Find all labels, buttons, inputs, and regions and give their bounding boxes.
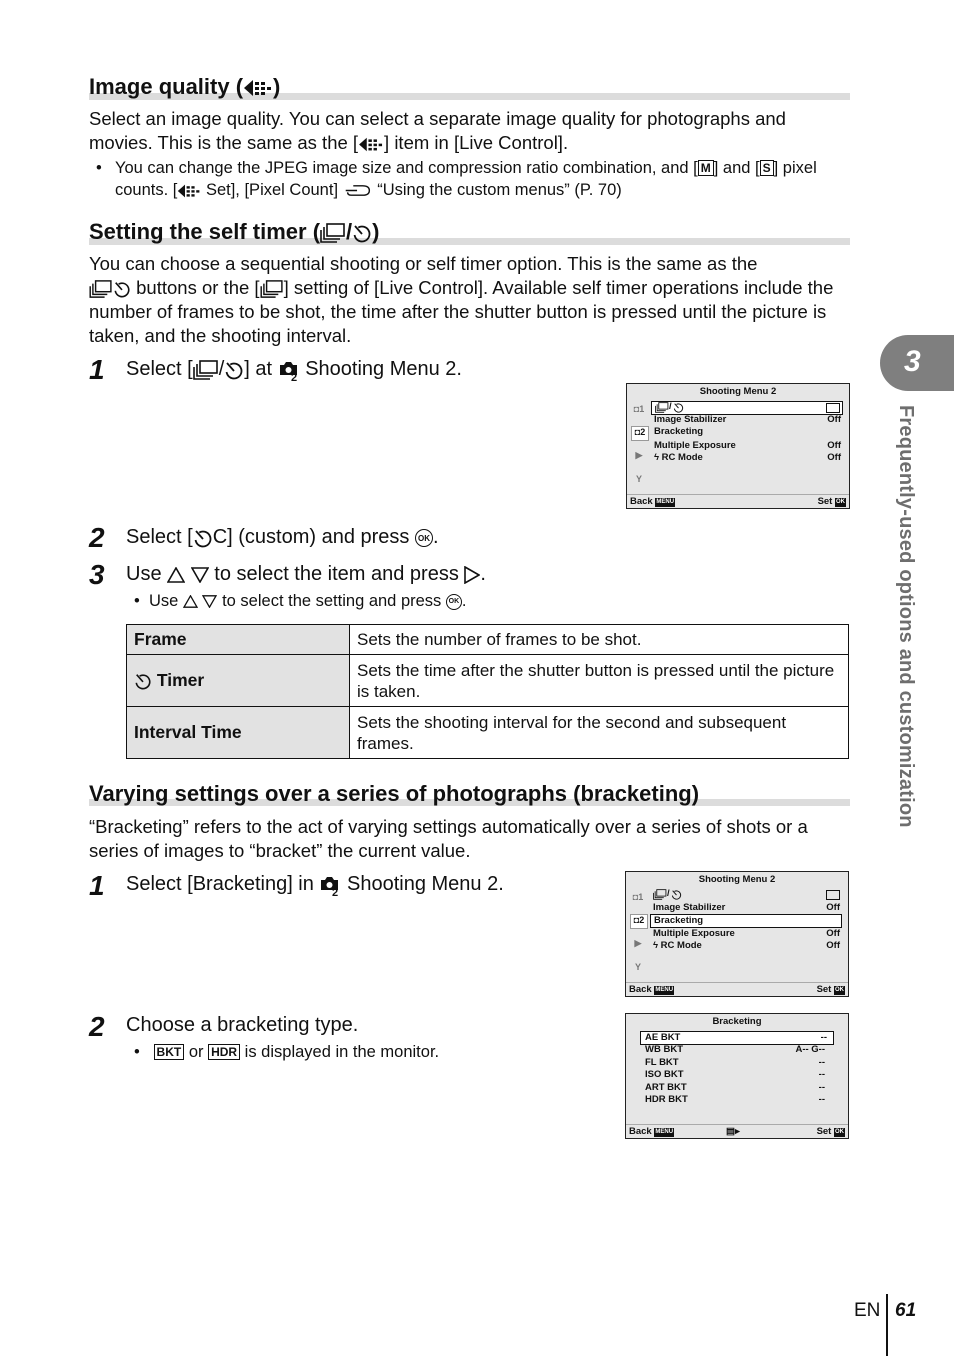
- up-arrow-icon: [167, 567, 185, 583]
- step-number: 2: [89, 1011, 105, 1042]
- screen-title: Shooting Menu 2: [699, 386, 777, 397]
- sequential-drive-icon: [320, 223, 346, 243]
- self-timer-icon: [134, 672, 152, 690]
- self-timer-icon: [671, 889, 682, 900]
- chapter-title-text: Frequently-used options and customization: [895, 405, 917, 828]
- bullet-dot: •: [134, 1043, 140, 1061]
- step-choose-type: Choose a bracketing type.: [126, 1014, 359, 1036]
- step-select-custom: [126, 524, 439, 550]
- reference-hand-icon: [343, 182, 373, 199]
- camera1-tab-icon: ◘1: [632, 892, 644, 902]
- cross-reference-link[interactable]: “Using the custom menus” (P. 70): [377, 181, 622, 199]
- bullet-dot: •: [134, 592, 140, 610]
- self-timer-icon: [113, 280, 131, 298]
- table-desc: Sets the number of frames to be shot.: [350, 625, 849, 655]
- row-value: --: [818, 1057, 825, 1068]
- ok-button-icon: OK: [836, 499, 845, 505]
- sequential-drive-icon: [193, 360, 219, 380]
- menu-button-icon: MENU: [655, 1129, 674, 1135]
- row-value: Off: [827, 414, 841, 425]
- screen-footer: [626, 1124, 848, 1138]
- set-label: Set: [817, 496, 833, 507]
- para-text: ] setting of [Live Control]. Available self timer operations include the number of frames to be shot, the time after the shutter button is pressed until the picture is taken, and the shooting interval.: [89, 277, 834, 346]
- screen-footer: [626, 982, 848, 996]
- row-label: RC Mode: [661, 452, 703, 463]
- sequential-drive-icon: [89, 280, 113, 298]
- set-label: Set: [816, 984, 832, 995]
- heading-text-end: ): [372, 219, 380, 244]
- bullet-text: or: [188, 1043, 204, 1061]
- row-value: Off: [826, 940, 840, 951]
- para-text: Select an image quality. You can select a separate image quality for photographs and movies. This is the same as the [: [89, 108, 786, 153]
- step-text: Select [Bracketing] in: [126, 873, 314, 895]
- menu-row-drive[interactable]: /: [651, 401, 843, 415]
- menu-row[interactable]: [654, 440, 843, 452]
- footer-divider: [886, 1294, 888, 1356]
- bullet-text: Use: [148, 592, 179, 610]
- set-label: Set: [816, 1126, 832, 1137]
- step3-bullet: [134, 590, 466, 612]
- right-arrow-icon: [464, 566, 480, 584]
- row-value: Off: [826, 928, 840, 939]
- menu-button-icon: MENU: [656, 499, 675, 505]
- menu-row[interactable]: [645, 1044, 827, 1056]
- step-text: to select the item and press: [214, 563, 459, 585]
- bullet-text: ] and [: [713, 159, 760, 177]
- menu-row[interactable]: [645, 1094, 827, 1106]
- menu-row[interactable]: [645, 1082, 827, 1094]
- step-number: 2: [89, 522, 105, 553]
- back-label: Back: [630, 496, 653, 507]
- step-number: 1: [89, 354, 105, 385]
- step-text: ] at: [244, 358, 273, 380]
- m-pixel-icon: M: [698, 160, 714, 176]
- screen-footer: [627, 494, 849, 508]
- flash-icon: ϟ: [653, 940, 661, 951]
- setup-tab-icon: Y: [635, 474, 642, 484]
- s-pixel-icon: S: [760, 160, 774, 176]
- table-row: [127, 655, 849, 707]
- row-value: --: [820, 1032, 827, 1043]
- menu-row[interactable]: [653, 940, 842, 952]
- bullet-text: You can change the JPEG image size and compression ratio combination, and [: [115, 159, 698, 177]
- step-select-item: [126, 561, 486, 587]
- menu-row-selected[interactable]: [650, 914, 842, 928]
- screen-side-tabs: [626, 886, 650, 982]
- back-label: Back: [629, 1126, 652, 1137]
- bullet-text: is displayed in the monitor.: [244, 1043, 440, 1061]
- menu-row[interactable]: [645, 1069, 827, 1081]
- row-label: ISO BKT: [645, 1069, 684, 1080]
- bullet-text: Set], [Pixel Count]: [201, 181, 339, 199]
- row-value: --: [818, 1069, 825, 1080]
- image-quality-bullet: [96, 157, 836, 201]
- self-timer-icon: [224, 360, 244, 380]
- language-label: EN: [854, 1300, 881, 1321]
- table-key: Frame: [127, 625, 350, 655]
- row-value: A-- G--: [795, 1044, 825, 1055]
- sequential-drive-icon: [260, 280, 284, 298]
- table-key: Timer: [156, 670, 205, 690]
- step-select-bracketing: [126, 871, 504, 897]
- down-arrow-icon: [191, 567, 209, 583]
- camera-screen-shooting-menu-1: [626, 383, 850, 509]
- row-label: Image Stabilizer: [653, 902, 726, 913]
- menu-row[interactable]: [653, 928, 842, 940]
- menu-row-selected[interactable]: [640, 1031, 834, 1045]
- heading-text: Setting the self timer (: [89, 219, 321, 244]
- menu-button-icon: MENU: [655, 987, 674, 993]
- image-quality-icon: [177, 183, 201, 199]
- camera-screen-bracketing: [625, 1013, 849, 1139]
- table-row: [127, 707, 849, 759]
- table-key: Interval Time: [127, 707, 350, 759]
- row-value: --: [818, 1094, 825, 1105]
- chapter-tab: [880, 335, 954, 391]
- menu-row[interactable]: [645, 1057, 827, 1069]
- menu-row[interactable]: [654, 414, 843, 426]
- down-arrow-icon: [202, 595, 217, 608]
- row-label: RC Mode: [660, 940, 702, 951]
- camera-screen-shooting-menu-2: [625, 871, 849, 997]
- bracketing-paragraph: “Bracketing” refers to the act of varying settings automatically over a series of shots or a series of images to “bracket” the current value.: [89, 816, 808, 861]
- menu-row[interactable]: [654, 426, 843, 438]
- row-label: ART BKT: [645, 1082, 687, 1093]
- row-label: Bracketing: [654, 915, 704, 926]
- ok-button-icon: OK: [446, 594, 462, 610]
- row-label: Multiple Exposure: [653, 928, 735, 939]
- self-timer-paragraph: [89, 252, 849, 348]
- up-arrow-icon: [183, 595, 198, 608]
- row-label: AE BKT: [645, 1032, 681, 1043]
- table-key-cell: [127, 655, 350, 707]
- row-value: Off: [827, 440, 841, 451]
- para-text: buttons or the [: [136, 277, 260, 298]
- step2-bullet: [134, 1041, 439, 1063]
- bullet-text: ] pixel counts. [: [115, 159, 817, 199]
- chapter-side-title: [893, 405, 921, 905]
- hdr-icon: HDR: [208, 1044, 240, 1060]
- info-arrow-icon: ▤▸: [726, 1126, 740, 1137]
- ok-button-icon: OK: [835, 1129, 844, 1135]
- step-text: Select [: [126, 358, 193, 380]
- sequential-drive-icon: [655, 402, 669, 413]
- row-label: Image Stabilizer: [654, 414, 727, 425]
- single-frame-icon: [826, 403, 840, 413]
- ok-button-icon: OK: [415, 529, 433, 547]
- flash-icon: ϟ: [654, 452, 662, 463]
- image-quality-paragraph: [89, 107, 849, 155]
- table-row: [127, 625, 849, 655]
- row-value: --: [818, 1082, 825, 1093]
- bullet-text: .: [461, 592, 467, 610]
- step-text: Select [: [126, 526, 193, 548]
- heading-text-end: ): [273, 74, 281, 99]
- para-text-end: ] item in [Live Control].: [384, 132, 569, 153]
- screen-side-tabs: [627, 398, 651, 494]
- row-value: Off: [827, 452, 841, 463]
- setup-tab-icon: Y: [634, 962, 641, 972]
- menu-row-drive[interactable]: /: [653, 889, 842, 901]
- page-number: 61: [895, 1300, 917, 1321]
- image-quality-icon: [358, 136, 384, 153]
- row-label: HDR BKT: [645, 1094, 688, 1105]
- self-timer-settings-table: [126, 624, 849, 759]
- bullet-text: to select the setting and press: [222, 592, 442, 610]
- self-timer-icon: [673, 402, 684, 413]
- single-frame-icon: [826, 890, 840, 900]
- shooting-menu-2-icon: [278, 359, 300, 381]
- step-text: .: [480, 563, 486, 585]
- step-text: .: [433, 526, 439, 548]
- row-value: Off: [826, 902, 840, 913]
- menu-row[interactable]: [654, 452, 843, 464]
- playback-tab-icon: ▶: [635, 450, 643, 460]
- shooting-menu-2-icon: [319, 874, 341, 896]
- sequential-drive-icon: [653, 889, 667, 900]
- heading-text: Image quality (: [89, 74, 244, 99]
- menu-row[interactable]: [653, 902, 842, 914]
- section-heading-image-quality: [89, 74, 280, 100]
- self-timer-icon: [352, 223, 372, 243]
- self-timer-icon: [193, 528, 213, 548]
- step-text: Shooting Menu 2.: [347, 873, 504, 895]
- step-text: Shooting Menu 2.: [305, 358, 462, 380]
- step-text: Use: [126, 563, 162, 585]
- playback-tab-icon: ▶: [634, 938, 642, 948]
- row-label: Multiple Exposure: [654, 440, 736, 451]
- bullet-dot: •: [96, 159, 102, 177]
- bkt-icon: BKT: [154, 1044, 185, 1060]
- table-desc: Sets the shooting interval for the second and subsequent frames.: [350, 707, 849, 759]
- ok-button-icon: OK: [835, 987, 844, 993]
- row-label: FL BKT: [645, 1057, 679, 1068]
- row-label: WB BKT: [645, 1044, 683, 1055]
- image-quality-icon: [243, 78, 273, 98]
- camera1-tab-icon: ◘1: [633, 404, 645, 414]
- table-desc: Sets the time after the shutter button is pressed until the picture is taken.: [350, 655, 849, 707]
- back-label: Back: [629, 984, 652, 995]
- camera2-tab-icon: ◘2: [631, 426, 649, 441]
- step-number: 1: [89, 870, 105, 901]
- row-label: Bracketing: [654, 426, 704, 437]
- section-heading-self-timer: Setting the self timer ( / ): [89, 219, 380, 244]
- section-heading-bracketing: Varying settings over a series of photographs (bracketing): [89, 781, 700, 806]
- camera2-tab-icon: ◘2: [630, 914, 648, 929]
- step-select-drive: Select [ / ] at Shooting Menu 2.: [126, 356, 462, 382]
- step-number: 3: [89, 559, 105, 590]
- chapter-number: 3: [904, 345, 921, 378]
- screen-title: Shooting Menu 2: [698, 874, 776, 885]
- para-text: You can choose a sequential shooting or self timer option. This is the same as the: [89, 253, 758, 274]
- step-text: C] (custom) and press: [212, 526, 410, 548]
- screen-title: Bracketing: [712, 1016, 762, 1027]
